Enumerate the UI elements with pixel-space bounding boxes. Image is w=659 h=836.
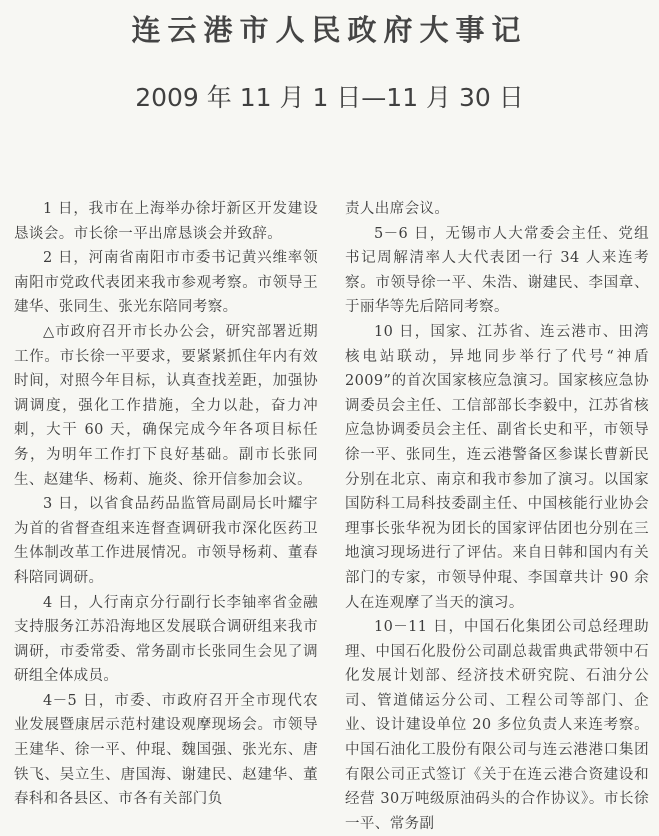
date-range-subtitle: 2009 年 11 月 1 日—11 月 30 日 xyxy=(135,83,524,112)
event-entry: 1 日，我市在上海举办徐圩新区开发建设恳谈会。市长徐一平出席恳谈会并致辞。 xyxy=(14,201,318,242)
event-entry: 10－11 日，中国石化集团公司总经理助理、中国石化股份公司副总裁雷典武带领中石化发展计划部、经济技术研究院、石油分公司、管道储运分公司、工程公司等部门、企业、设计建设单位 20 多位负责人来连考察。中国石油化工股份有限公司与连云港港口集团有限公司正式签订《关于在连云港合资建设和经营 30万吨级原油码头的合作协议》。市长徐一平、常务副 xyxy=(345,619,649,832)
event-entry: 4 日，人行南京分行副行长李铀率省金融支持服务江苏沿海地区发展联合调研组来我市调研，市委常委、常务副市长张同生会见了调研组全体成员。 xyxy=(14,594,318,685)
event-entry-continuation: 责人出席会议。 xyxy=(345,201,450,217)
event-entry: 3 日，以省食品药品监管局副局长叶耀宇为首的省督查组来连督查调研我市深化医药卫生体制改革工作进展情况。市领导杨莉、董春科陪同调研。 xyxy=(14,496,318,586)
page-title: 连云港市人民政府大事记 xyxy=(131,13,528,47)
event-entry: 4－5 日，市委、市政府召开全市现代农业发展暨康居示范村建设观摩现场会。市领导王建华、徐一平、仲琨、魏国强、张光东、唐铁飞、吴立生、唐国海、谢建民、赵建华、董春科和各县区、市各有关部门负 xyxy=(14,692,318,808)
event-entry: 5－6 日，无锡市人大常委会主任、党组书记周解清率人大代表团一行 34 人来连考察。市领导徐一平、朱浩、谢建民、李国章、于丽华等先后陪同考察。 xyxy=(345,225,649,316)
event-entry: △市政府召开市长办公会，研究部署近期工作。市长徐一平要求，要紧紧抓住年内有效时间，对照今年目标，认真查找差距，加强协调调度，强化工作措施，全力以赴，奋力冲刺，大干 60 天，确保完成今年各项目标任务，为明年工作打下良好基础。副市长张同生、赵建华、杨莉、施炎、徐开信参加会议。 xyxy=(14,323,318,488)
right-column xyxy=(345,197,649,836)
event-entry: 2 日，河南省南阳市市委书记黄兴维率领南阳市党政代表团来我市参观考察。市领导王建华、张同生、张光东陪同考察。 xyxy=(14,250,318,316)
event-entry: 10 日，国家、江苏省、连云港市、田湾核电站联动，异地同步举行了代号“神盾 2009”的首次国家核应急演习。国家核应急协调委员会主任、工信部部长李毅中，江苏省核应急协调委员会主任、副省长史和平，市领导徐一平、张同生，连云港警备区参谋长曹新民分别在北京、南京和我市参加了演习。以国家国防科工局科技委副主任、中国核能行业协会理事长张华祝为团长的国家评估团也分别在三地演习现场进行了评估。来自日韩和国内有关部门的专家，市领导仲琨、李国章共计 90 余人在连观摩了当天的演习。 xyxy=(345,323,649,611)
left-column xyxy=(14,197,318,812)
